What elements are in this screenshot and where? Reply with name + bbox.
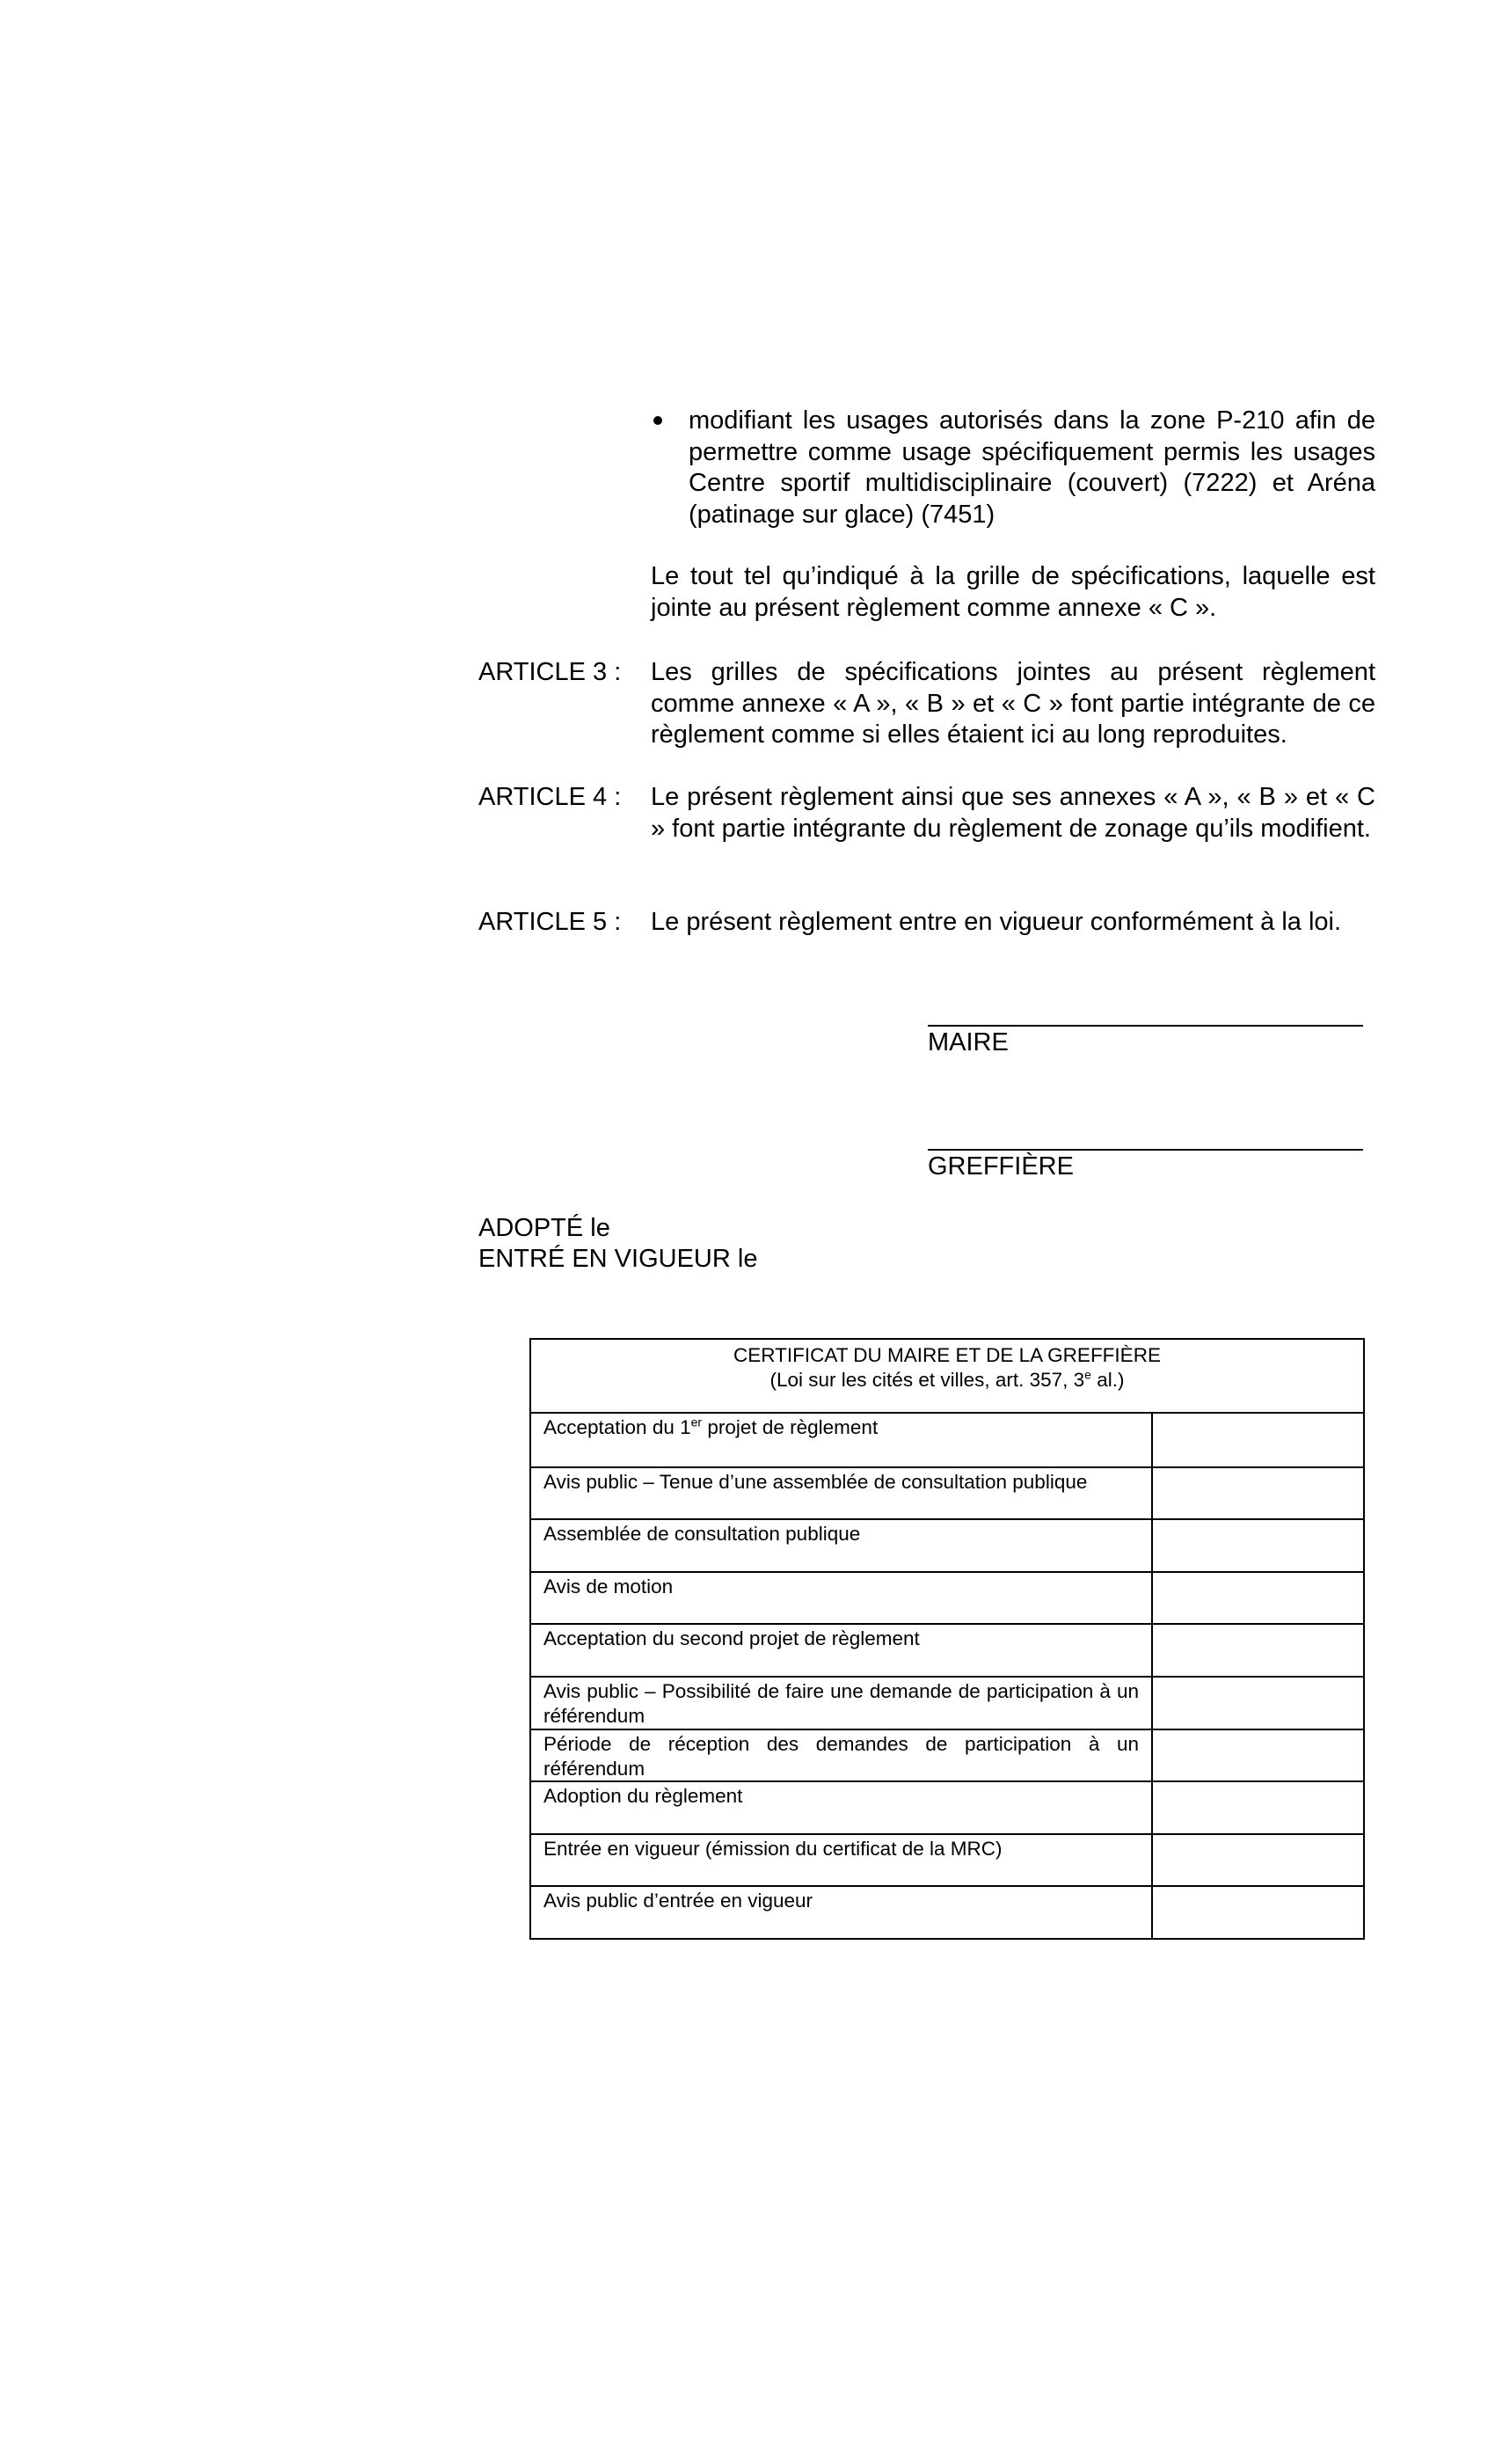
certificate-step-label: Adoption du règlement — [531, 1782, 1153, 1833]
clerk-label: GREFFIÈRE — [928, 1152, 1074, 1181]
mayor-label: MAIRE — [928, 1028, 1009, 1057]
table-row — [531, 1466, 1363, 1519]
certificate-date-cell[interactable] — [1153, 1835, 1363, 1886]
certificate-step-label: Avis public d’entrée en vigueur — [531, 1887, 1153, 1938]
clerk-signature-line — [928, 1149, 1363, 1151]
article-5-label: ARTICLE 5 : — [478, 908, 622, 936]
certificate-step-label: Avis public – Possibilité de faire une demande de participation à un référendum — [531, 1678, 1153, 1729]
bullet-item-text: modifiant les usages autorisés dans la zone P-210 afin de permettre comme usage spécifiquement permis les usages Centre sportif multidisciplinaire (couvert) (7222) et Aréna (patinage sur glace) (7451) — [689, 406, 1375, 529]
table-row — [531, 1729, 1363, 1781]
table-row — [531, 1833, 1363, 1886]
mayor-signature-line — [928, 1025, 1363, 1027]
table-row — [531, 1885, 1363, 1938]
annex-c-paragraph: Le tout tel qu’indiqué à la grille de spécifications, laquelle est jointe au présent règlement comme annexe « C ». — [651, 562, 1375, 622]
first-step-prefix: Acceptation du 1 — [543, 1416, 691, 1438]
article-5-text: Le présent règlement entre en vigueur conformément à la loi. — [651, 908, 1342, 936]
certificate-date-cell[interactable] — [1153, 1468, 1363, 1519]
table-row — [531, 1571, 1363, 1624]
certificate-step-label: Avis de motion — [531, 1573, 1153, 1624]
certificate-step-label: Assemblée de consultation publique — [531, 1520, 1153, 1571]
in-force-date-label: ENTRÉ EN VIGUEUR le — [478, 1245, 758, 1273]
certificate-step-label: Acceptation du second projet de règlement — [531, 1625, 1153, 1676]
certificate-step-label: Avis public – Tenue d’une assemblée de consultation publique — [531, 1468, 1153, 1519]
article-4-label: ARTICLE 4 : — [478, 783, 622, 811]
bullet-icon — [653, 416, 662, 425]
certificate-date-cell[interactable] — [1153, 1678, 1363, 1729]
certificate-title: CERTIFICAT DU MAIRE ET DE LA GREFFIÈRE — [733, 1344, 1161, 1366]
certificate-date-cell[interactable] — [1153, 1625, 1363, 1676]
certificate-step-label: Période de réception des demandes de participation à un référendum — [531, 1730, 1153, 1781]
first-step-superscript: er — [690, 1415, 703, 1429]
table-row — [531, 1623, 1363, 1676]
certificate-subtitle — [531, 1368, 1363, 1393]
certificate-date-cell[interactable] — [1153, 1887, 1363, 1938]
table-row — [531, 1518, 1363, 1571]
table-row — [531, 1414, 1363, 1466]
certificate-step-label: Entrée en vigueur (émission du certificat de la MRC) — [531, 1835, 1153, 1886]
article-3-label: ARTICLE 3 : — [478, 658, 622, 686]
certificate-subtitle-suffix: al.) — [1090, 1369, 1125, 1391]
certificate-header — [531, 1340, 1363, 1414]
table-row — [531, 1780, 1363, 1833]
table-row — [531, 1676, 1363, 1729]
certificate-table — [529, 1338, 1365, 1940]
certificate-date-cell[interactable] — [1153, 1414, 1363, 1466]
certificate-date-cell[interactable] — [1153, 1782, 1363, 1833]
article-3-text: Les grilles de spécifications jointes au présent règlement comme annexe « A », « B » et « C » font partie intégrante de ce règlement comme si elles étaient ici au long reproduites. — [651, 658, 1375, 749]
adopted-date-label: ADOPTÉ le — [478, 1214, 610, 1242]
article-4-text: Le présent règlement ainsi que ses annexes « A », « B » et « C » font partie intégrante du règlement de zonage qu’ils modifient. — [651, 783, 1375, 843]
certificate-date-cell[interactable] — [1153, 1520, 1363, 1571]
certificate-subtitle-prefix: (Loi sur les cités et villes, art. 357, 3 — [769, 1369, 1085, 1391]
first-step-suffix: projet de règlement — [702, 1416, 879, 1438]
certificate-date-cell[interactable] — [1153, 1730, 1363, 1781]
certificate-step-label — [531, 1414, 1153, 1466]
certificate-date-cell[interactable] — [1153, 1573, 1363, 1624]
certificate-subtitle-superscript: e — [1084, 1367, 1091, 1382]
